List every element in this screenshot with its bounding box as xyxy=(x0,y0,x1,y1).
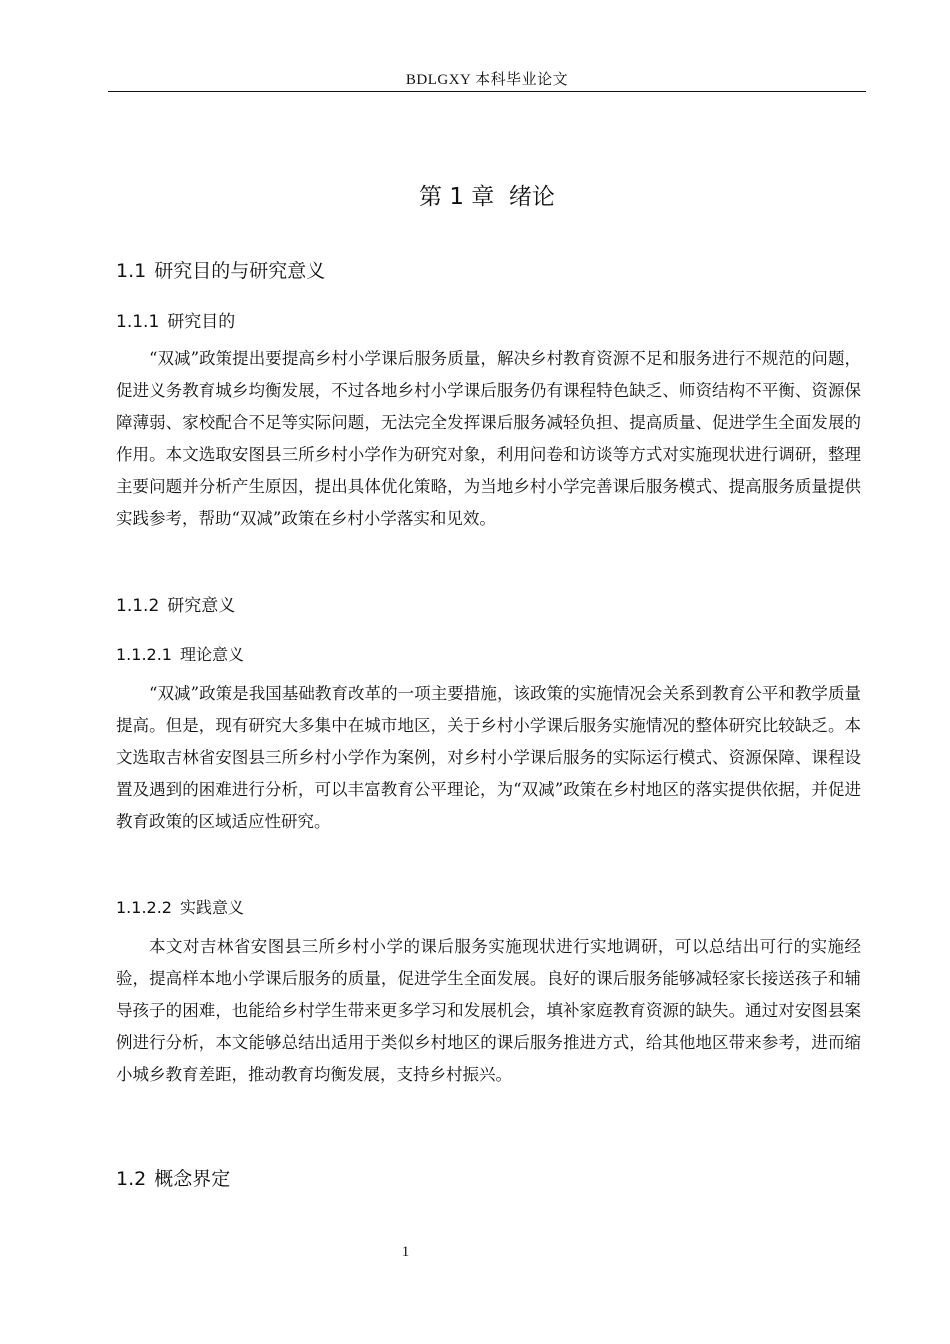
section-heading-1-1-2-2 xyxy=(116,895,244,918)
paragraph-theoretical-significance: “双减”政策是我国基础教育改革的一项主要措施，该政策的实施情况会关系到教育公平和教学质量提高。但是，现有研究大多集中在城市地区，关于乡村小学课后服务实施情况的整体研究比较缺乏。本文选取吉林省安图县三所乡村小学作为案例，对乡村小学课后服务的实际运行模式、资源保障、课程设置及遇到的困难进行分析，可以丰富教育公平理论，为“双减”政策在乡村地区的落实提供依据，并促进教育政策的区域适应性研究。 xyxy=(116,684,861,831)
section-heading-1-1-2-1 xyxy=(116,642,244,665)
paragraph-research-purpose: “双减”政策提出要提高乡村小学课后服务质量，解决乡村教育资源不足和服务进行不规范的问题，促进义务教育城乡均衡发展，不过各地乡村小学课后服务仍有课程特色缺乏、师资结构不平衡、资源保障薄弱、家校配合不足等实际问题，无法完全发挥课后服务减轻负担、提高质量、促进学生全面发展的作用。本文选取安图县三所乡村小学作为研究对象，利用问卷和访谈等方式对实施现状进行调研，整理主要问题并分析产生原因，提出具体优化策略，为当地乡村小学完善课后服务模式、提高服务质量提供实践参考，帮助“双减”政策在乡村小学落实和见效。 xyxy=(116,349,861,528)
section-number: 1.1 xyxy=(116,260,147,282)
section-heading-1-1 xyxy=(116,256,325,283)
section-title: 概念界定 xyxy=(154,1168,231,1190)
section-number: 1.2 xyxy=(116,1168,147,1190)
section-title: 理论意义 xyxy=(179,645,244,664)
section-heading-1-1-2 xyxy=(116,591,235,616)
section-title: 研究目的与研究意义 xyxy=(154,260,326,282)
section-number: 1.1.1 xyxy=(116,312,160,332)
section-number: 1.1.2 xyxy=(116,596,160,616)
page-number: 1 xyxy=(401,1244,410,1260)
section-heading-1-2 xyxy=(116,1164,230,1191)
section-number: 1.1.2.1 xyxy=(116,645,172,664)
chapter-title: 第 1 章 绪论 xyxy=(419,184,555,210)
paragraph-practical-significance: 本文对吉林省安图县三所乡村小学的课后服务实施现状进行实地调研，可以总结出可行的实施经验，提高样本地小学课后服务的质量，促进学生全面发展。良好的课后服务能够减轻家长接送孩子和辅导孩子的困难，也能给乡村学生带来更多学习和发展机会，填补家庭教育资源的缺失。通过对安图县案例进行分析，本文能够总结出适用于类似乡村地区的课后服务推进方式，给其他地区带来参考，进而缩小城乡教育差距，推动教育均衡发展，支持乡村振兴。 xyxy=(116,937,861,1084)
section-heading-1-1-1 xyxy=(116,307,235,332)
section-title: 研究目的 xyxy=(167,312,236,332)
section-title: 实践意义 xyxy=(179,898,244,917)
running-header: BDLGXY 本科毕业论文 xyxy=(405,72,569,88)
section-title: 研究意义 xyxy=(167,596,236,616)
section-number: 1.1.2.2 xyxy=(116,898,172,917)
header-divider xyxy=(108,91,866,92)
